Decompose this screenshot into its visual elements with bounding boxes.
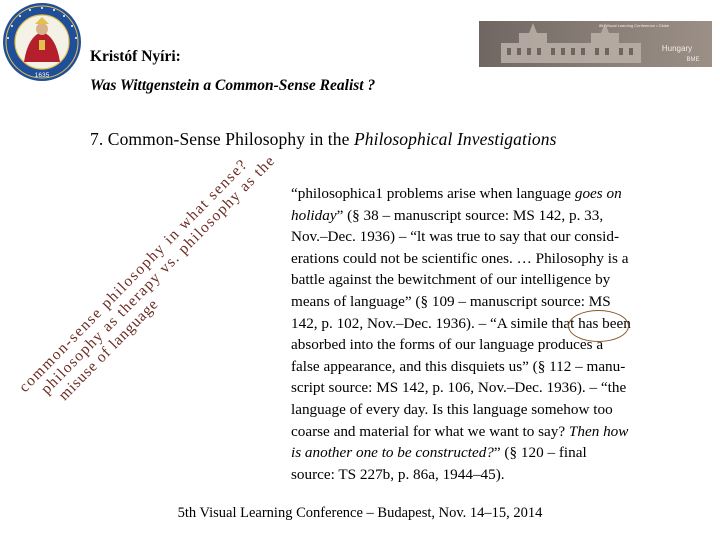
quote-line-8: absorbed into the forms of our language produces a [291,336,604,354]
quote-text: ” (§ 120 – final [493,444,587,462]
section-heading-italic: Philosophical Investigations [353,129,557,149]
quote-line-14: source: TS 227b, p. 86a, 1944–45). [291,465,505,483]
author-name: Kristóf Nyíri: [90,48,181,65]
quote-emphasis: Then how [568,422,629,440]
diagonal-text-block [15,152,285,435]
quote-line-12 [291,421,711,443]
banner-label-org: BME [686,57,700,63]
quote-line-5: battle against the bewitchment of our intelligence by [291,271,611,289]
quote-line-13 [291,442,711,464]
quote-paragraph [291,183,711,485]
section-heading-prefix: 7. Common-Sense Philosophy in the [90,129,354,149]
university-seal-logo [2,2,82,82]
conference-banner [479,21,712,67]
section-heading [90,129,557,150]
quote-emphasis: holiday [291,206,337,224]
diagonal-line-2: philosophy as therapy vs. philosophy as the [37,152,278,398]
quote-line-11: language of every day. Is this language somehow too [291,400,613,418]
simile-highlight-circle [568,310,629,342]
quote-line-6: means of language” (§ 109 – manuscript source: MS [291,292,611,310]
quote-line-4: erations could not be scientific ones. … Philosophy is a [291,249,629,267]
quote-text: ” (§ 38 – manuscript source: MS 142, p. 33, [336,206,604,224]
banner-label-country: Hungary [661,44,693,53]
quote-line-9: false appearance, and this disquiets us” (§ 112 – manu- [291,357,626,375]
quote-line-7: 142, p. 102, Nov.–Dec. 1936). – “A simile that has been [291,314,631,332]
diagonal-line-3: misuse of language [55,296,162,404]
quote-text: “philosophica1 problems arise when language [291,185,575,202]
quote-line-10: script source: MS 142, p. 106, Nov.–Dec. 1936). – “the [291,379,627,397]
diagonal-line-1: common-sense philosophy in what sense? [15,156,251,396]
footer-conference: 5th Visual Learning Conference – Budapest, Nov. 14–15, 2014 [177,505,543,521]
quote-text: coarse and material for what we want to say? [291,422,569,440]
banner-caption: 8th Visual Learning Conference • Globe [599,23,670,28]
quote-line-2 [291,205,711,227]
quote-emphasis: is another one to be constructed? [291,444,494,462]
quote-emphasis: goes on [574,185,622,202]
quote-line-3: Nov.–Dec. 1936) – “lt was true to say that our consid- [291,228,619,246]
seal-year: 1635 [34,72,50,79]
quote-line-1 [291,183,711,205]
talk-title: Was Wittgenstein a Common-Sense Realist ? [90,77,376,94]
